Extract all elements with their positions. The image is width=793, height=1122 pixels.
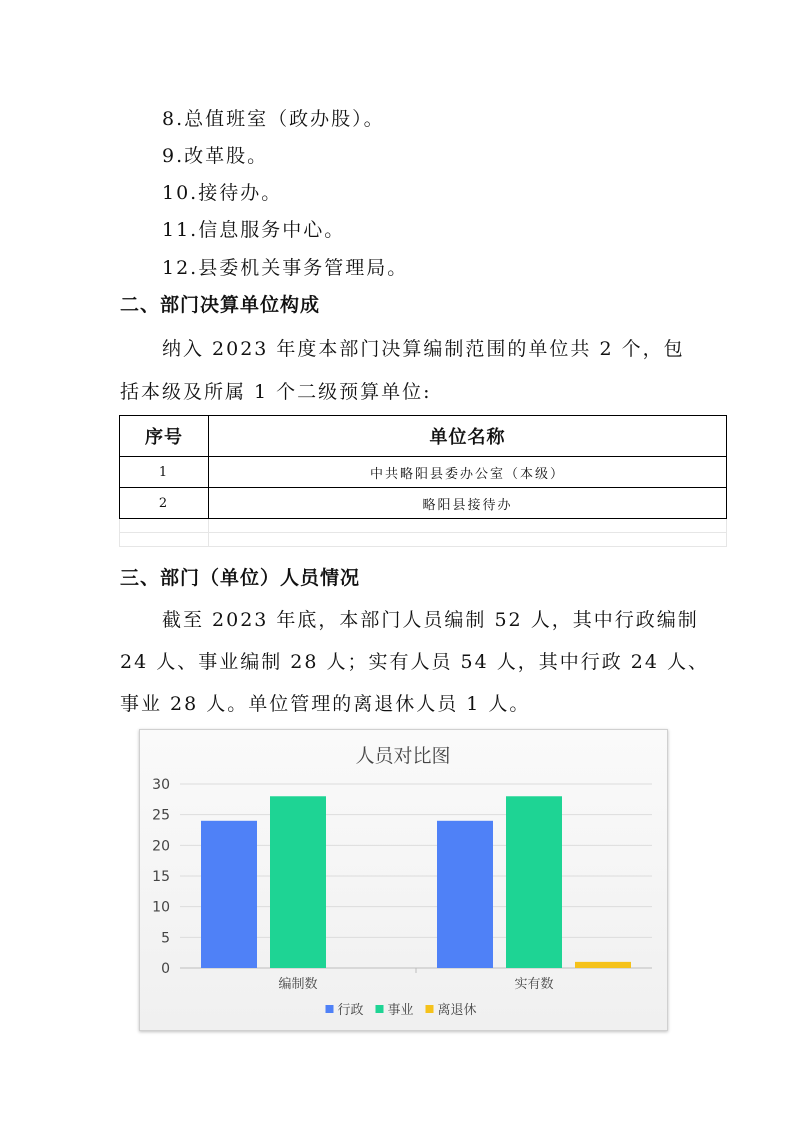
bar-事业-编制数 [270,796,326,968]
list-item-10: 10.接待办。 [162,182,283,204]
cell-serial: 2 [120,488,209,519]
list-item-8: 8.总值班室（政办股）。 [162,108,385,130]
table-blank-row [120,519,727,533]
legend-swatch-事业 [376,1005,384,1013]
bar-离退休-实有数 [575,962,631,968]
units-paragraph-line1: 纳入 2023 年度本部门决算编制范围的单位共 2 个，包 [162,338,685,360]
y-tick-label: 0 [161,961,170,977]
y-tick-label: 10 [152,899,170,916]
cell-serial: 1 [120,457,209,488]
section-heading-staff: 三、部门（单位）人员情况 [120,567,361,589]
units-table [119,415,727,547]
bar-事业-实有数 [506,796,562,968]
y-tick-label: 30 [152,777,170,793]
header-serial: 序号 [120,416,209,457]
legend-label: 离退休 [437,1003,477,1018]
y-tick-label: 25 [152,807,170,824]
chart-svg [140,730,667,1030]
table-blank-row [120,533,727,547]
legend-label: 行政 [337,1003,364,1018]
table-header-row [120,416,727,457]
units-paragraph-line2: 括本级及所属 1 个二级预算单位: [120,381,432,403]
legend-label: 事业 [387,1003,414,1018]
staff-comparison-chart [139,729,668,1031]
list-item-9: 9.改革股。 [162,145,269,167]
list-item-12: 12.县委机关事务管理局。 [162,257,409,279]
header-unit-name: 单位名称 [209,416,727,457]
table-row [120,457,727,488]
staff-paragraph-line2: 24 人、事业编制 28 人；实有人员 54 人，其中行政 24 人、 [120,651,709,673]
y-tick-label: 15 [152,869,170,885]
cell-unit-name: 略阳县接待办 [209,488,727,519]
x-category-label: 实有数 [514,977,554,992]
bar-行政-编制数 [201,821,257,968]
cell-unit-name: 中共略阳县委办公室（本级） [209,457,727,488]
table-row [120,488,727,519]
x-category-label: 编制数 [278,977,318,992]
bar-行政-实有数 [437,821,493,968]
chart-title: 人员对比图 [355,745,451,767]
y-tick-label: 5 [161,930,170,947]
staff-paragraph-line3: 事业 28 人。单位管理的离退休人员 1 人。 [120,693,531,715]
list-item-11: 11.信息服务中心。 [162,219,346,241]
section-heading-units: 二、部门决算单位构成 [120,294,321,316]
legend-swatch-行政 [326,1005,334,1013]
staff-paragraph-line1: 截至 2023 年底，本部门人员编制 52 人，其中行政编制 [162,609,699,631]
legend-swatch-离退休 [426,1005,434,1013]
y-tick-label: 20 [152,838,170,855]
